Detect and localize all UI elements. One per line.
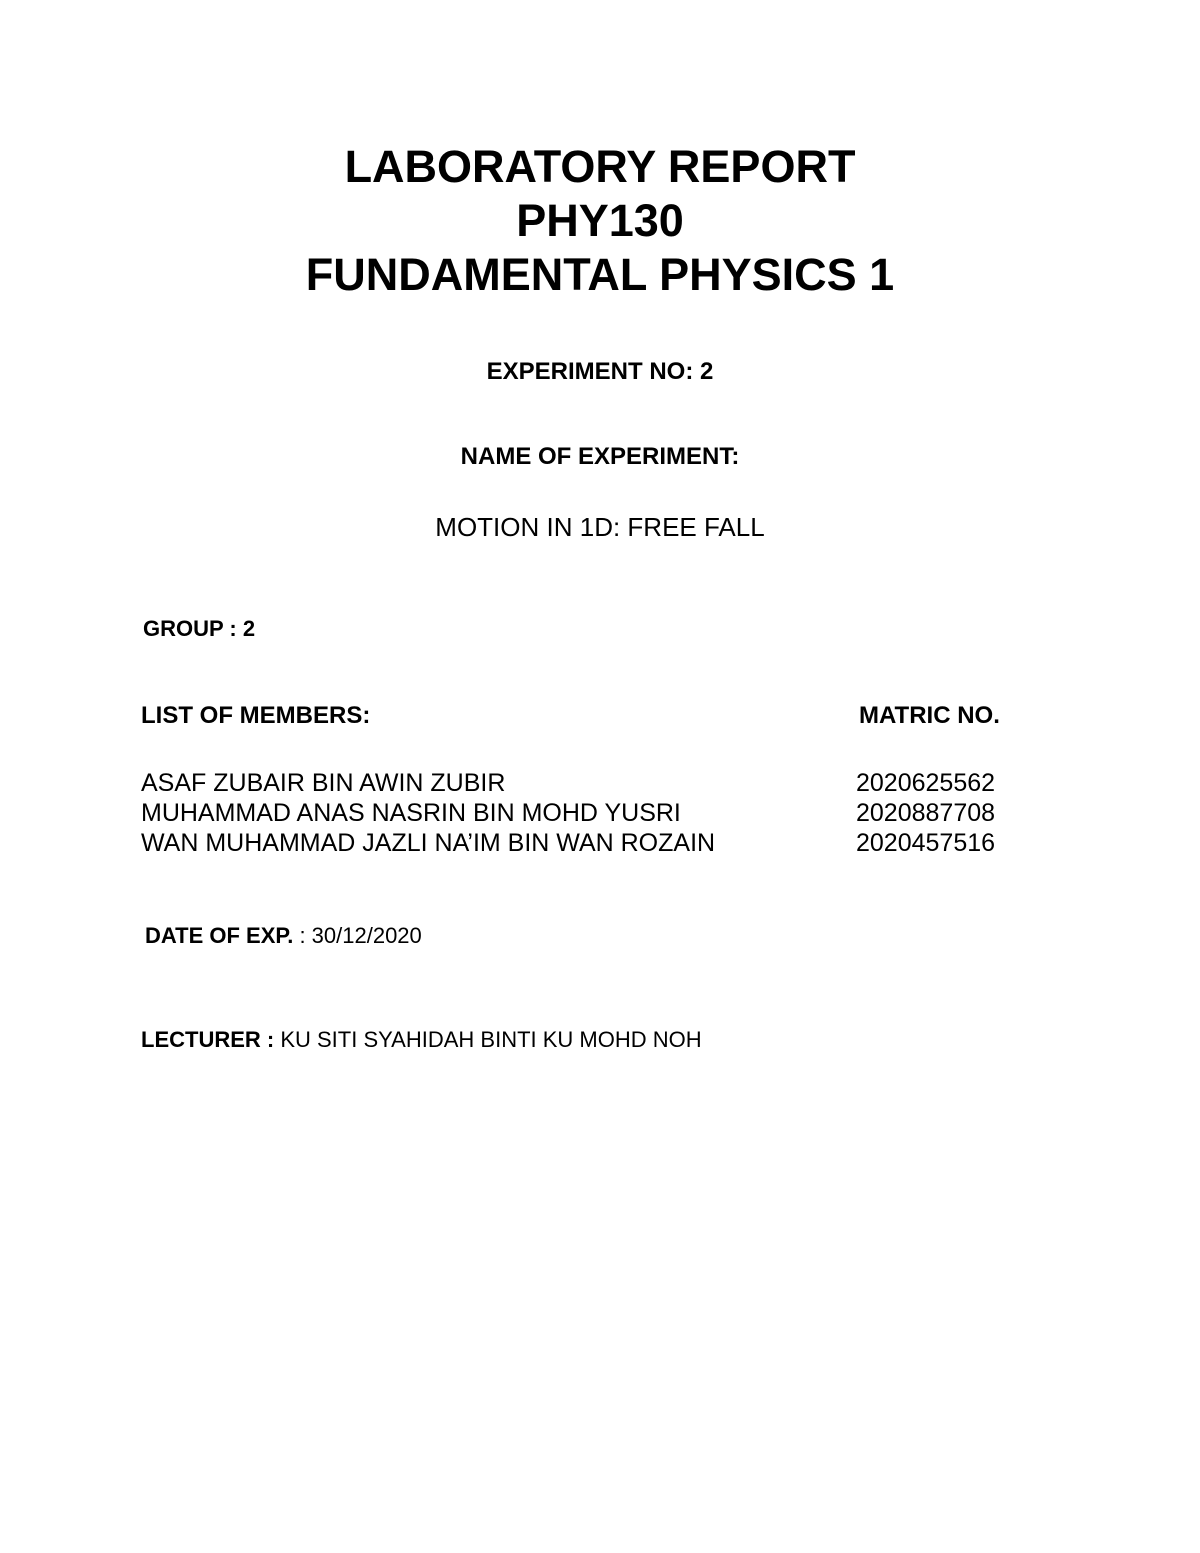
members-header-right: MATRIC NO. xyxy=(859,702,1000,729)
group-value: 2 xyxy=(242,616,256,641)
member-name: WAN MUHAMMAD JAZLI NA’IM BIN WAN ROZAIN xyxy=(141,829,716,857)
report-title xyxy=(0,140,1200,302)
lecturer-field xyxy=(141,1026,702,1054)
member-matric: 2020625562 xyxy=(856,769,996,797)
member-name: MUHAMMAD ANAS NASRIN BIN MOHD YUSRI xyxy=(141,799,681,827)
member-matric: 2020887708 xyxy=(856,799,996,827)
title-line-course-name: FUNDAMENTAL PHYSICS 1 xyxy=(305,249,895,300)
date-value: 30/12/2020 xyxy=(311,923,422,948)
experiment-number: EXPERIMENT NO: 2 xyxy=(486,358,714,385)
lecturer-value: KU SITI SYAHIDAH BINTI KU MOHD NOH xyxy=(280,1027,702,1052)
date-separator: : xyxy=(293,923,312,948)
experiment-name-label: NAME OF EXPERIMENT: xyxy=(460,443,740,470)
group-label: GROUP : xyxy=(143,616,243,641)
group-field xyxy=(143,615,255,643)
experiment-name: MOTION IN 1D: FREE FALL xyxy=(435,512,765,542)
member-matric: 2020457516 xyxy=(856,829,996,857)
members-list xyxy=(141,768,1021,858)
title-line-course-code: PHY130 xyxy=(516,195,684,246)
members-header-left: LIST OF MEMBERS: xyxy=(141,702,371,729)
members-header xyxy=(141,701,1021,731)
list-item xyxy=(141,798,1021,828)
list-item xyxy=(141,828,1021,858)
member-name: ASAF ZUBAIR BIN AWIN ZUBIR xyxy=(141,769,506,797)
date-field xyxy=(145,922,422,950)
lecturer-label: LECTURER : xyxy=(141,1027,281,1052)
date-label: DATE OF EXP. xyxy=(145,923,294,948)
list-item xyxy=(141,768,1021,798)
title-line-report: LABORATORY REPORT xyxy=(344,141,856,192)
